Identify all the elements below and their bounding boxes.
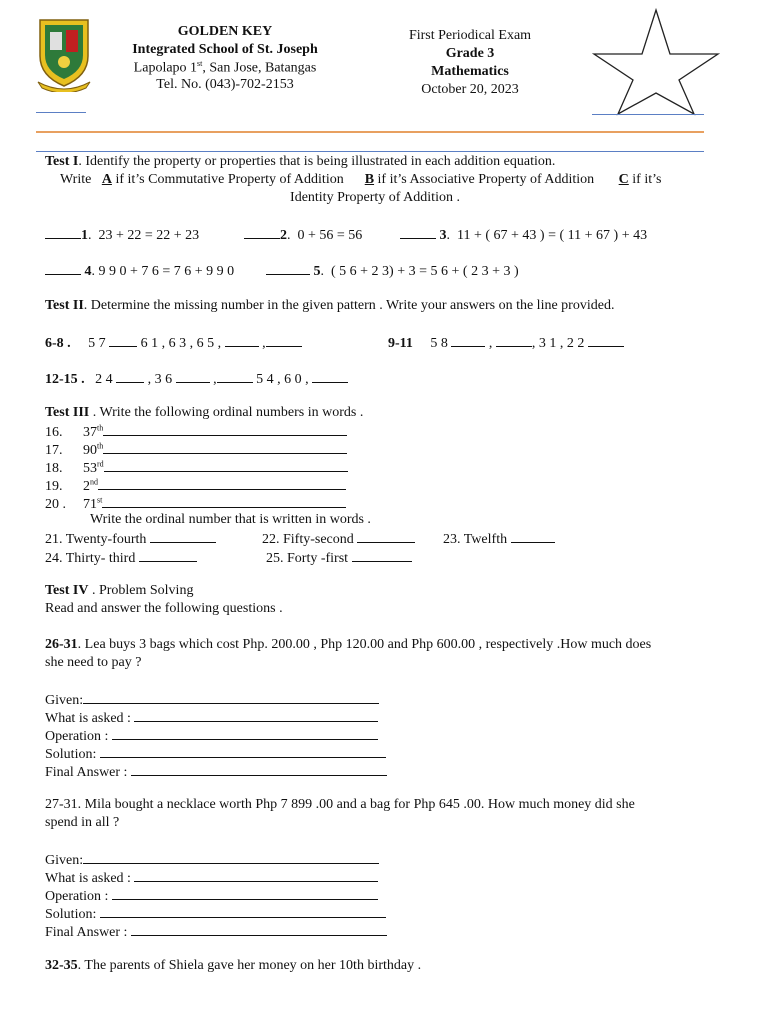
test1-row2: 4. 9 9 0 + 7 6 = 7 6 + 9 9 0 bbox=[45, 262, 234, 280]
item-eq-5: ( 5 6 + 2 3) + 3 = 5 6 + ( 2 3 + 3 ) bbox=[331, 264, 519, 279]
p2-asked bbox=[45, 869, 378, 887]
test3-text: . Write the following ordinal numbers in words . bbox=[89, 405, 364, 420]
header-divider-orange bbox=[36, 131, 704, 133]
word-25 bbox=[266, 549, 412, 567]
final-label: Final Answer : bbox=[45, 765, 128, 780]
p1-solution-blank[interactable] bbox=[100, 745, 386, 758]
asked-label: What is asked : bbox=[45, 711, 131, 726]
ordinal-18 bbox=[45, 459, 348, 477]
option-c: C bbox=[618, 172, 629, 187]
ordinal-val: 53 bbox=[83, 461, 97, 476]
test3-label: Test III bbox=[45, 405, 90, 420]
p1-operation bbox=[45, 727, 378, 745]
ordinal-sup: nd bbox=[90, 477, 98, 487]
answer-blank-4[interactable] bbox=[45, 262, 81, 275]
ordinal-num: 17. bbox=[45, 443, 63, 458]
pattern-9-11 bbox=[388, 334, 624, 352]
ordinal-sup: st bbox=[97, 495, 103, 505]
pattern-12-15-a: 2 4 bbox=[95, 372, 113, 387]
pattern-blank-12[interactable] bbox=[116, 370, 144, 383]
star-underline bbox=[592, 114, 704, 115]
p2-given-blank[interactable] bbox=[83, 851, 379, 864]
pattern-12-15-d: 5 4 , 6 0 , bbox=[256, 372, 309, 387]
word-21 bbox=[45, 530, 216, 548]
p1-asked bbox=[45, 709, 378, 727]
item-num-3: 3 bbox=[439, 228, 447, 243]
school-full-name: Integrated School of St. Joseph bbox=[132, 42, 318, 57]
p1-operation-blank[interactable] bbox=[112, 727, 378, 740]
pattern-12-15-c: , bbox=[213, 372, 217, 387]
pattern-blank-8[interactable] bbox=[266, 334, 302, 347]
answer-blank-2[interactable] bbox=[244, 226, 280, 239]
test4-instruction: Read and answer the following questions . bbox=[45, 601, 283, 616]
problem-3 bbox=[45, 958, 421, 974]
ordinal-sup: rd bbox=[97, 459, 104, 469]
pattern-blank-11[interactable] bbox=[588, 334, 624, 347]
test1-item5: 5. ( 5 6 + 2 3) + 3 = 5 6 + ( 2 3 + 3 ) bbox=[266, 262, 519, 280]
word-23 bbox=[443, 530, 555, 548]
star-icon bbox=[590, 6, 722, 116]
test2-label: Test II bbox=[45, 298, 84, 313]
test1-label: Test I bbox=[45, 154, 79, 169]
item-eq-2: 0 + 56 = 56 bbox=[297, 228, 363, 243]
p1-final bbox=[45, 763, 387, 781]
test4-title bbox=[45, 583, 193, 599]
word-blank-25[interactable] bbox=[352, 549, 412, 562]
option-c-text: if it’s bbox=[628, 172, 662, 187]
item-num-1: 1 bbox=[81, 228, 88, 243]
problem-3-text: . The parents of Shiela gave her money on her 10th birthday . bbox=[77, 958, 422, 973]
p1-final-blank[interactable] bbox=[131, 763, 387, 776]
test1-options bbox=[60, 172, 661, 188]
pattern-blank-13[interactable] bbox=[176, 370, 210, 383]
problem-1-num: 26-31 bbox=[45, 637, 78, 652]
operation-label: Operation : bbox=[45, 889, 109, 904]
problem-1 bbox=[45, 637, 651, 653]
exam-date: October 20, 2023 bbox=[421, 82, 519, 97]
pattern-blank-10[interactable] bbox=[496, 334, 532, 347]
pattern-9-11-label: 9-11 bbox=[388, 336, 413, 351]
item-eq-4: 9 9 0 + 7 6 = 7 6 + 9 9 0 bbox=[98, 264, 235, 279]
p2-final bbox=[45, 923, 387, 941]
pattern-9-11-a: 5 8 bbox=[430, 336, 448, 351]
exam-title: First Periodical Exam bbox=[408, 28, 532, 43]
p2-final-blank[interactable] bbox=[131, 923, 387, 936]
problem-1-text: . Lea buys 3 bags which cost Php. 200.00 , Php 120.00 and Php 600.00 , respectively .How much does bbox=[77, 637, 652, 652]
test1-item3: 3. 11 + ( 67 + 43 ) = ( 11 + 67 ) + 43 bbox=[400, 226, 647, 244]
write-label: Write bbox=[60, 172, 92, 187]
pattern-12-15 bbox=[45, 370, 348, 388]
word-23-text: 23. Twelfth bbox=[443, 532, 508, 547]
ordinal-20 bbox=[45, 495, 346, 513]
exam-grade: Grade 3 bbox=[445, 46, 495, 61]
p2-solution bbox=[45, 905, 386, 923]
word-24 bbox=[45, 549, 197, 567]
p2-operation bbox=[45, 887, 378, 905]
p1-asked-blank[interactable] bbox=[134, 709, 378, 722]
item-num-4: 4 bbox=[84, 264, 92, 279]
score-star bbox=[590, 6, 722, 116]
word-22 bbox=[262, 530, 415, 548]
ordinal-blank-20[interactable] bbox=[102, 495, 346, 508]
address-pre: Lapolapo 1 bbox=[133, 60, 198, 76]
p2-given bbox=[45, 851, 379, 869]
p1-given bbox=[45, 691, 379, 709]
pattern-6-8-c: , bbox=[262, 336, 266, 351]
ordinal-val: 2 bbox=[83, 479, 90, 494]
given-label: Given: bbox=[45, 693, 84, 708]
word-blank-24[interactable] bbox=[139, 549, 197, 562]
ordinal-blank-17[interactable] bbox=[103, 441, 347, 454]
problem-1-line2: she need to pay ? bbox=[45, 655, 142, 670]
p2-operation-blank[interactable] bbox=[112, 887, 378, 900]
test4-title-text: . Problem Solving bbox=[88, 583, 194, 598]
word-21-text: 21. Twenty-fourth bbox=[45, 532, 147, 547]
pattern-9-11-c: , 3 1 , 2 2 bbox=[531, 336, 585, 351]
test1-text: . Identify the property or properties that is being illustrated in each addition equation. bbox=[78, 154, 556, 169]
pattern-6-8-b: 6 1 , 6 3 , 6 5 , bbox=[140, 336, 222, 351]
solution-label: Solution: bbox=[45, 907, 97, 922]
problem-2-line2: spend in all ? bbox=[45, 815, 120, 830]
ordinal-num: 20 . bbox=[45, 497, 66, 512]
pattern-12-15-b: , 3 6 bbox=[147, 372, 173, 387]
ordinal-blank-19[interactable] bbox=[98, 477, 346, 490]
test2-text: . Determine the missing number in the given pattern . Write your answers on the line provided. bbox=[83, 298, 615, 313]
pattern-blank-7[interactable] bbox=[225, 334, 259, 347]
ordinal-sup: th bbox=[97, 441, 104, 451]
item-num-2: 2 bbox=[280, 228, 287, 243]
school-seal-icon bbox=[36, 16, 92, 92]
pattern-9-11-b: , bbox=[488, 336, 493, 351]
ordinal-val: 37 bbox=[83, 425, 97, 440]
answer-blank-5[interactable] bbox=[266, 262, 310, 275]
test1-instruction bbox=[45, 154, 555, 170]
pattern-blank-9[interactable] bbox=[451, 334, 485, 347]
word-blank-21[interactable] bbox=[150, 530, 216, 543]
ordinal-17 bbox=[45, 441, 347, 459]
ordinal-sup: th bbox=[97, 423, 104, 433]
exam-subject: Mathematics bbox=[431, 64, 509, 79]
solution-label: Solution: bbox=[45, 747, 97, 762]
problem-2: 27-31. Mila bought a necklace worth Php 7 899 .00 and a bag for Php 645 .00. How much money did she bbox=[45, 797, 635, 812]
pattern-6-8 bbox=[45, 334, 302, 352]
school-address bbox=[110, 59, 340, 77]
word-blank-23[interactable] bbox=[511, 530, 555, 543]
header-divider-blue bbox=[36, 151, 704, 152]
ordinal-num: 16. bbox=[45, 425, 63, 440]
ordinal-blank-18[interactable] bbox=[104, 459, 348, 472]
p1-solution bbox=[45, 745, 386, 763]
address-sup: st bbox=[197, 59, 203, 68]
given-label: Given: bbox=[45, 853, 84, 868]
answer-blank-3[interactable] bbox=[400, 226, 436, 239]
school-tel: Tel. No. (043)-702-2153 bbox=[156, 77, 294, 92]
pattern-6-8-a: 5 7 bbox=[88, 336, 106, 351]
word-25-text: 25. Forty -first bbox=[266, 551, 349, 566]
item-eq-1: 23 + 22 = 22 + 23 bbox=[98, 228, 200, 243]
test2-instruction bbox=[45, 298, 614, 314]
ordinal-19 bbox=[45, 477, 346, 495]
pattern-blank-6[interactable] bbox=[109, 334, 137, 347]
logo-underline bbox=[36, 112, 86, 113]
pattern-12-15-label: 12-15 . bbox=[45, 372, 85, 387]
option-a-text: if it’s Commutative Property of Addition bbox=[111, 172, 344, 187]
pattern-6-8-label: 6-8 . bbox=[45, 336, 71, 351]
ordinal-blank-16[interactable] bbox=[103, 423, 347, 436]
pattern-blank-15[interactable] bbox=[312, 370, 348, 383]
p1-given-blank[interactable] bbox=[83, 691, 379, 704]
word-24-text: 24. Thirty- third bbox=[45, 551, 136, 566]
operation-label: Operation : bbox=[45, 729, 109, 744]
test4-label: Test IV bbox=[45, 583, 89, 598]
test1-row1: 1. 23 + 22 = 22 + 23 bbox=[45, 226, 199, 244]
test3-instruction2: Write the ordinal number that is written in words . bbox=[90, 512, 371, 527]
p2-solution-blank[interactable] bbox=[100, 905, 386, 918]
option-b-text: if it’s Associative Property of Addition bbox=[374, 172, 595, 187]
pattern-blank-14[interactable] bbox=[217, 370, 253, 383]
option-a: A bbox=[101, 172, 112, 187]
school-logo bbox=[36, 16, 92, 92]
option-b: B bbox=[364, 172, 375, 187]
ordinal-num: 19. bbox=[45, 479, 63, 494]
word-blank-22[interactable] bbox=[357, 530, 415, 543]
ordinal-16 bbox=[45, 423, 347, 441]
item-eq-3: 11 + ( 67 + 43 ) = ( 11 + 67 ) + 43 bbox=[457, 228, 648, 243]
word-22-text: 22. Fifty-second bbox=[262, 532, 354, 547]
p2-asked-blank[interactable] bbox=[134, 869, 378, 882]
asked-label: What is asked : bbox=[45, 871, 131, 886]
test3-instruction bbox=[45, 405, 363, 421]
ordinal-num: 18. bbox=[45, 461, 63, 476]
school-name: GOLDEN KEY bbox=[177, 24, 273, 39]
address-post: , San Jose, Batangas bbox=[202, 60, 317, 76]
final-label: Final Answer : bbox=[45, 925, 128, 940]
answer-blank-1[interactable] bbox=[45, 226, 81, 239]
problem-3-num: 32-35 bbox=[45, 958, 78, 973]
test1-line3: Identity Property of Addition . bbox=[290, 190, 460, 205]
ordinal-val: 90 bbox=[83, 443, 97, 458]
item-num-5: 5 bbox=[313, 264, 321, 279]
test1-item2: 2. 0 + 56 = 56 bbox=[244, 226, 362, 244]
ordinal-val: 71 bbox=[83, 497, 97, 512]
